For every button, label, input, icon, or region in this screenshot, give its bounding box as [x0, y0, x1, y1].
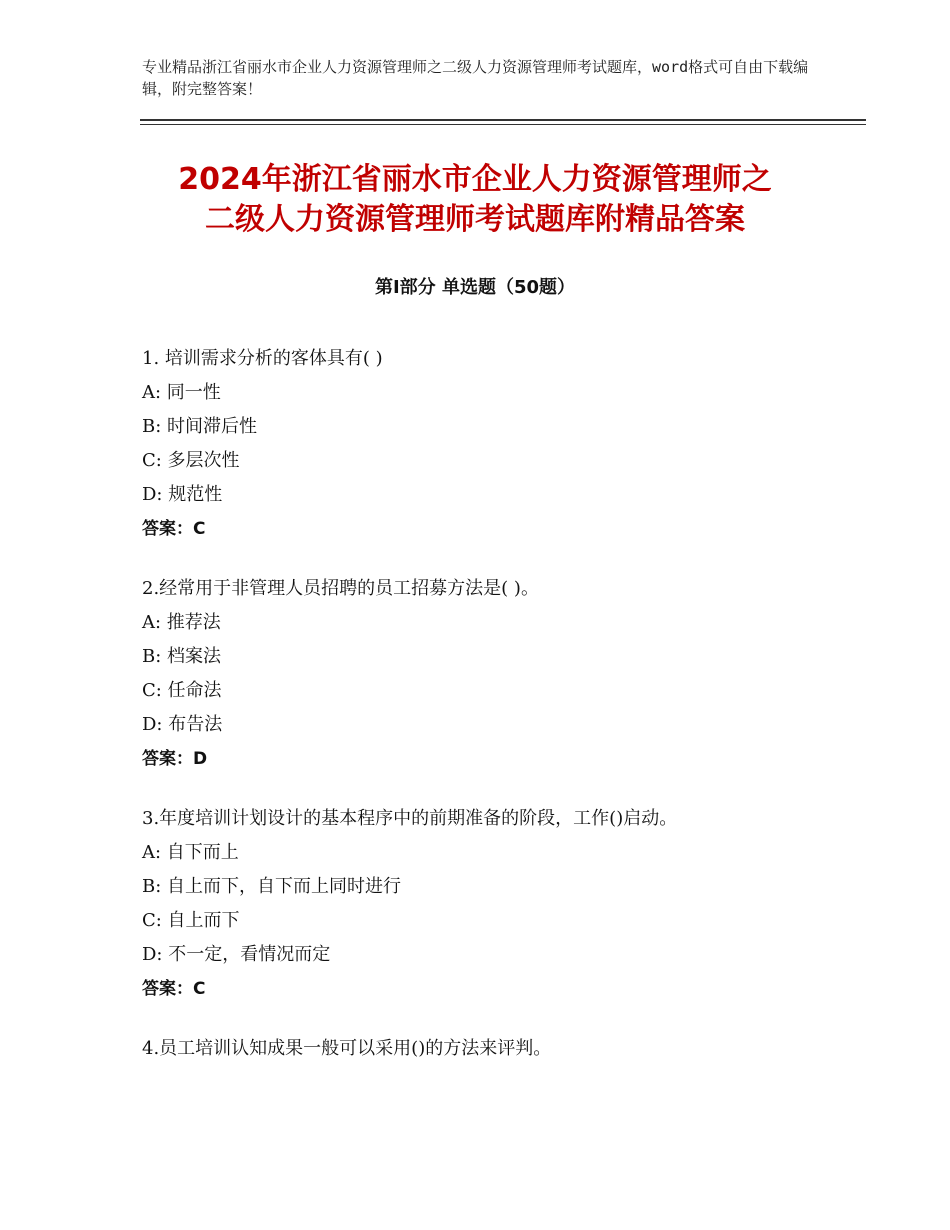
option-c: C: 自上而下: [142, 910, 240, 931]
question-3: [142, 802, 862, 1006]
option-c: C: 任命法: [142, 680, 222, 701]
document-title: [100, 160, 850, 240]
option-d: D: 不一定，看情况而定: [142, 944, 331, 965]
section-heading: 第Ⅰ部分 单选题（50题）: [374, 277, 575, 298]
answer-line: [142, 742, 862, 776]
title-line-1: 2024年浙江省丽水市企业人力资源管理师之: [178, 162, 772, 197]
question-stem: 4.员工培训认知成果一般可以采用()的方法来评判。: [142, 1038, 552, 1059]
option-a: A: 推荐法: [142, 612, 221, 633]
header-rule-thin: [140, 124, 866, 125]
answer-value: C: [193, 519, 206, 539]
option-d: D: 布告法: [142, 714, 223, 735]
option-d: D: 规范性: [142, 484, 223, 505]
option-a: A: 自下而上: [142, 842, 239, 863]
answer-value: C: [193, 979, 206, 999]
question-1: [142, 342, 862, 546]
question-stem: 2.经常用于非管理人员招聘的员工招募方法是( )。: [142, 578, 539, 599]
title-line-2: 二级人力资源管理师考试题库附精品答案: [205, 202, 745, 237]
header-note: 专业精品浙江省丽水市企业人力资源管理师之二级人力资源管理师考试题库，word格式可自由下载编辑，附完整答案！: [142, 58, 809, 98]
answer-value: D: [193, 749, 208, 769]
answer-label: 答案：: [142, 749, 193, 769]
question-stem: 1. 培训需求分析的客体具有( ): [142, 348, 383, 369]
option-c: C: 多层次性: [142, 450, 240, 471]
header-rule-thick: [140, 119, 866, 121]
option-a: A: 同一性: [142, 382, 221, 403]
answer-label: 答案：: [142, 519, 193, 539]
question-stem: 3.年度培训计划设计的基本程序中的前期准备的阶段，工作()启动。: [142, 808, 678, 829]
option-b: B: 档案法: [142, 646, 222, 667]
question-2: [142, 572, 862, 776]
question-list: [142, 342, 862, 1092]
answer-line: [142, 512, 862, 546]
option-b: B: 自上而下，自下而上同时进行: [142, 876, 402, 897]
answer-label: 答案：: [142, 979, 193, 999]
question-4: [142, 1032, 862, 1066]
option-b: B: 时间滞后性: [142, 416, 258, 437]
answer-line: [142, 972, 862, 1006]
